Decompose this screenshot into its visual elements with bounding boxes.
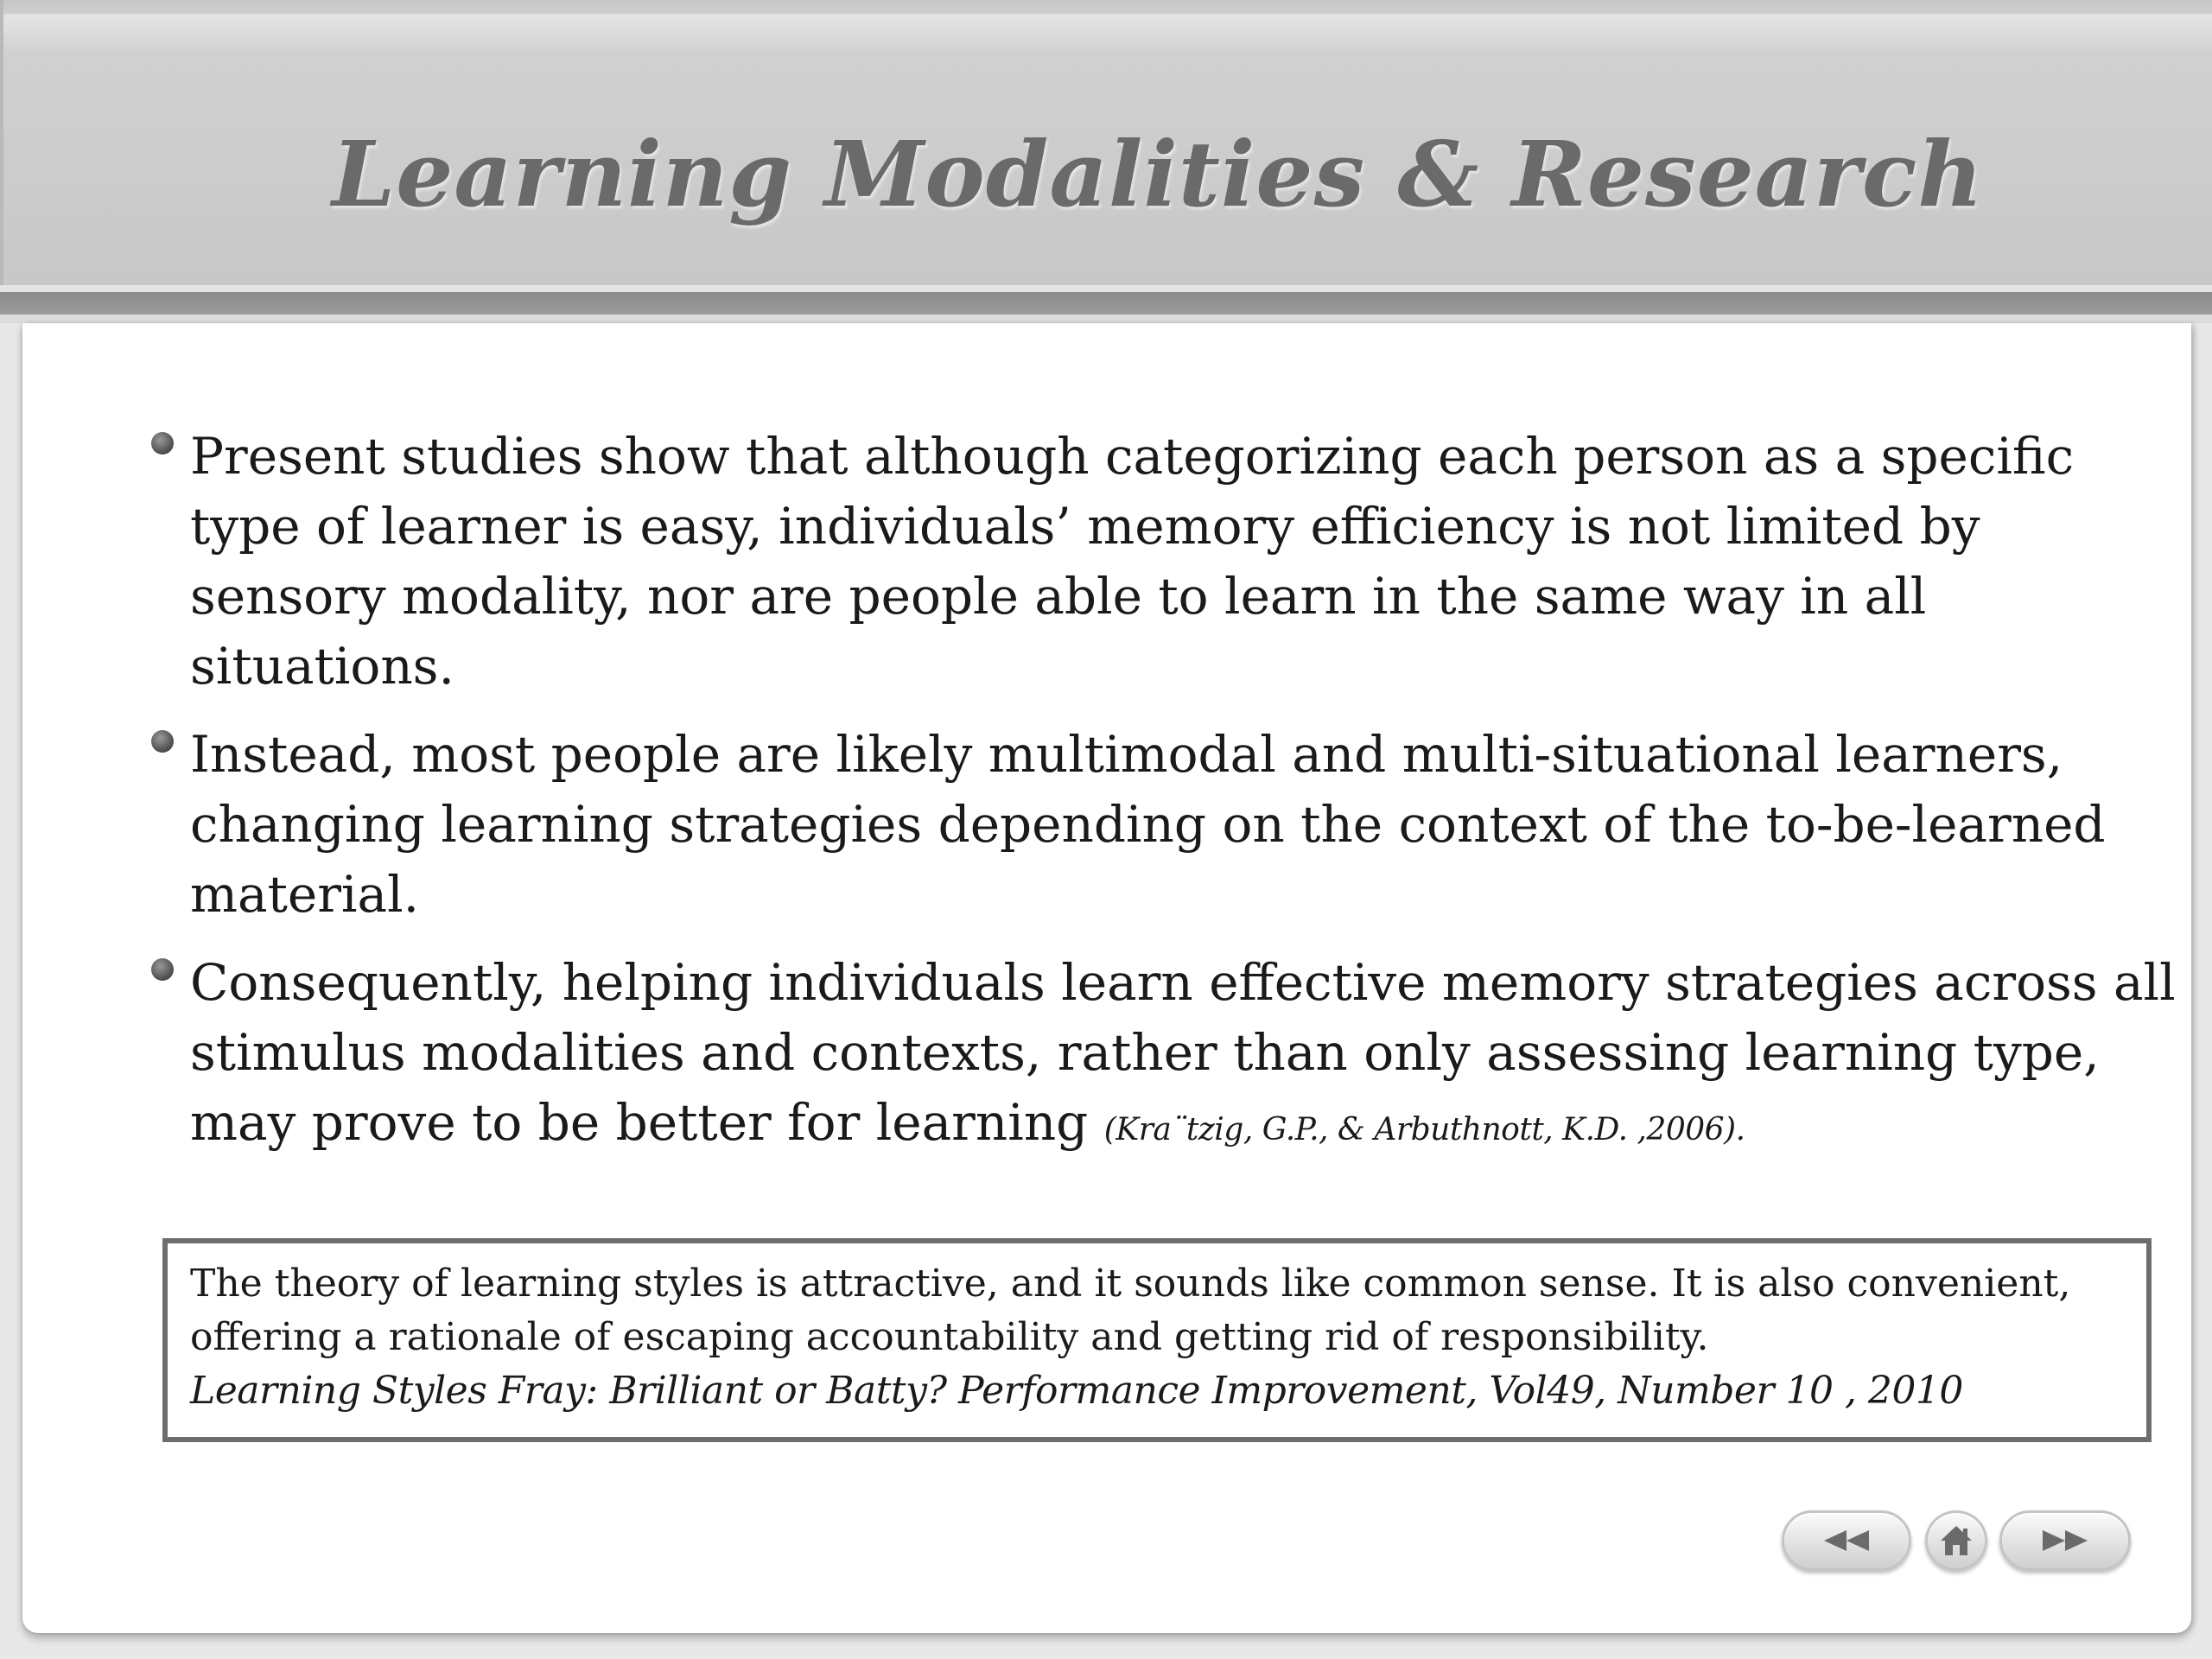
bullet-item: [190, 948, 2177, 1165]
bullet-text: Present studies show that although categorizing each person as a specific type of learner is easy, individuals’ memory efficiency is not limited by sensory modality, nor are people able to learn in the same way in all situations.: [190, 427, 2075, 696]
bullet-icon: [151, 730, 174, 753]
quote-source: Learning Styles Fray: Brilliant or Batty? Performance Improvement, Vol49, Number 10 , 2010: [190, 1369, 1963, 1413]
title-band-highlight: [3, 14, 2212, 55]
home-button[interactable]: [1925, 1510, 1987, 1571]
title-divider: [0, 292, 2212, 315]
bullet-item: [190, 720, 2177, 930]
bullet-text: Instead, most people are likely multimodal and multi-situational learners, changing learning strategies depending on the context of the to-be-learned material.: [190, 725, 2106, 924]
rewind-icon: [1819, 1527, 1874, 1554]
title-divider-light: [0, 285, 2212, 292]
bullet-icon: [151, 432, 174, 454]
bullet-icon: [151, 958, 174, 981]
home-icon: [1937, 1522, 1975, 1560]
next-slide-button[interactable]: [1999, 1510, 2131, 1571]
slide-title: Learning Modalities & Research: [332, 121, 1984, 227]
bullet-list: [190, 422, 2177, 1183]
fast-forward-icon: [2037, 1527, 2093, 1554]
quote-box: [162, 1238, 2152, 1442]
quote-text: The theory of learning styles is attractive, and it sounds like common sense. It is also convenient, offering a rationale of escaping accountability and getting rid of responsibility.: [190, 1262, 2071, 1359]
previous-slide-button[interactable]: [1782, 1510, 1911, 1571]
title-divider-light-lower: [0, 315, 2212, 323]
bullet-item: [190, 422, 2177, 702]
bullet-text: Consequently, helping individuals learn effective memory strategies across all stimulus modalities and contexts, rather than only assessing learning type, may prove to be better for learning: [190, 953, 2176, 1152]
citation: (Kra¨tzig, G.P., & Arbuthnott, K.D. ,2006).: [1103, 1112, 1745, 1147]
